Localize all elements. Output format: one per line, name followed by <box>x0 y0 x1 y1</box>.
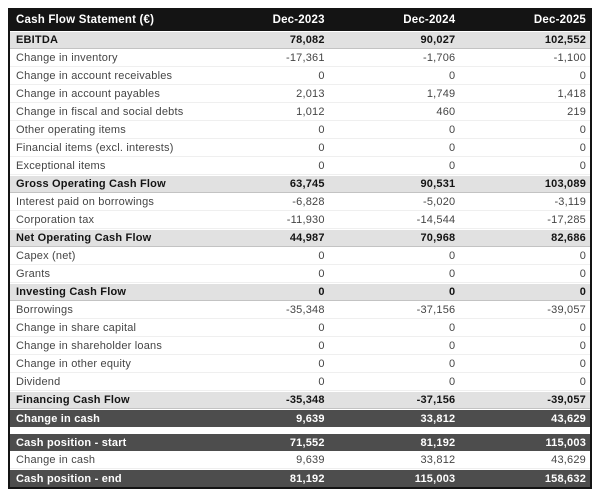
row-value: 0 <box>318 339 325 352</box>
row-label: Change in other equity <box>16 357 132 370</box>
table-row <box>10 391 590 409</box>
row-value: -35,348 <box>285 303 325 316</box>
column-header-dec-2024: Dec-2024 <box>403 13 456 26</box>
row-value: 460 <box>436 105 456 118</box>
row-label: Change in account receivables <box>16 69 173 82</box>
table-row <box>10 319 590 337</box>
row-value: -37,156 <box>416 394 456 406</box>
row-value: 0 <box>449 357 456 370</box>
row-value: 90,027 <box>420 34 456 46</box>
row-label: Investing Cash Flow <box>16 286 127 298</box>
table-row <box>10 229 590 247</box>
row-label: Grants <box>16 267 51 280</box>
table-body <box>10 31 590 487</box>
table-row <box>10 31 590 49</box>
row-label: Change in account payables <box>16 87 161 100</box>
row-value: 0 <box>318 159 325 172</box>
table-row <box>10 301 590 319</box>
row-value: 0 <box>579 249 587 262</box>
row-value: 0 <box>579 123 587 136</box>
row-value: 0 <box>318 267 325 280</box>
table-row <box>10 433 590 451</box>
row-value: 0 <box>318 321 325 334</box>
table-row <box>10 451 590 469</box>
table-row <box>10 49 590 67</box>
table-header-row <box>10 8 590 31</box>
row-value: -39,057 <box>547 303 587 316</box>
row-value: 78,082 <box>289 34 325 46</box>
row-value: 0 <box>449 123 456 136</box>
table-row <box>10 247 590 265</box>
row-value: 102,552 <box>544 34 587 46</box>
row-value: 0 <box>449 267 456 280</box>
table-row <box>10 337 590 355</box>
row-value: -6,828 <box>292 195 325 208</box>
row-value: 43,629 <box>551 453 587 466</box>
row-value: -37,156 <box>416 303 456 316</box>
cash-flow-statement-table <box>8 8 592 489</box>
row-value: 0 <box>579 267 587 280</box>
row-value: -35,348 <box>285 394 325 406</box>
row-value: 9,639 <box>296 412 325 425</box>
row-value: 0 <box>579 321 587 334</box>
row-value: 1,012 <box>296 105 325 118</box>
row-label: Change in fiscal and social debts <box>16 105 184 118</box>
table-title: Cash Flow Statement (€) <box>16 13 155 26</box>
row-label: Change in cash <box>16 453 96 466</box>
row-value: 81,192 <box>420 436 456 449</box>
row-value: 0 <box>449 375 456 388</box>
row-value: 0 <box>318 141 325 154</box>
row-value: -17,285 <box>547 213 587 226</box>
row-value: 90,531 <box>420 178 456 190</box>
row-value: 219 <box>567 105 587 118</box>
row-value: 0 <box>318 123 325 136</box>
row-label: Net Operating Cash Flow <box>16 232 152 244</box>
row-label: Exceptional items <box>16 159 106 172</box>
row-value: 103,089 <box>544 178 587 190</box>
row-value: 43,629 <box>551 412 587 425</box>
row-value: 0 <box>579 286 587 298</box>
row-value: 0 <box>579 375 587 388</box>
row-value: -5,020 <box>422 195 456 208</box>
row-label: Cash position - end <box>16 472 122 485</box>
row-label: Cash position - start <box>16 436 127 449</box>
row-label: Capex (net) <box>16 249 76 262</box>
table-row <box>10 175 590 193</box>
row-value: 9,639 <box>296 453 325 466</box>
row-value: 0 <box>449 69 456 82</box>
row-value: 1,418 <box>557 87 587 100</box>
row-value: 70,968 <box>420 232 456 244</box>
table-row <box>10 193 590 211</box>
table-row <box>10 211 590 229</box>
table-row <box>10 139 590 157</box>
table-row <box>10 67 590 85</box>
row-value: 44,987 <box>289 232 325 244</box>
table-row <box>10 157 590 175</box>
row-label: EBITDA <box>16 34 59 46</box>
row-value: 2,013 <box>296 87 325 100</box>
row-value: 115,003 <box>414 472 456 485</box>
row-value: -1,706 <box>422 51 456 64</box>
table-row <box>10 103 590 121</box>
row-value: 0 <box>449 159 456 172</box>
row-value: 0 <box>318 69 325 82</box>
row-label: Interest paid on borrowings <box>16 195 155 208</box>
row-value: 0 <box>318 375 325 388</box>
row-value: 0 <box>579 357 587 370</box>
row-value: 81,192 <box>289 472 325 485</box>
row-value: 0 <box>579 69 587 82</box>
table-row <box>10 373 590 391</box>
row-label: Change in share capital <box>16 321 137 334</box>
row-value: 0 <box>579 339 587 352</box>
row-value: -39,057 <box>547 394 587 406</box>
row-value: 0 <box>449 249 456 262</box>
row-label: Dividend <box>16 375 61 388</box>
table-row <box>10 409 590 427</box>
row-value: 0 <box>579 141 587 154</box>
table-row <box>10 283 590 301</box>
row-value: 0 <box>449 141 456 154</box>
row-value: 71,552 <box>289 436 325 449</box>
row-label: Financial items (excl. interests) <box>16 141 174 154</box>
row-value: 82,686 <box>551 232 587 244</box>
row-value: -14,544 <box>416 213 456 226</box>
column-header-dec-2025: Dec-2025 <box>533 13 587 26</box>
table-row <box>10 469 590 487</box>
row-value: 33,812 <box>420 453 456 466</box>
row-value: -3,119 <box>554 195 587 208</box>
row-value: 0 <box>579 159 587 172</box>
row-value: 158,632 <box>544 472 587 485</box>
row-label: Other operating items <box>16 123 126 136</box>
row-value: 0 <box>318 286 325 298</box>
row-label: Change in cash <box>16 412 101 425</box>
row-value: 0 <box>318 249 325 262</box>
row-label: Financing Cash Flow <box>16 394 130 406</box>
row-label: Change in shareholder loans <box>16 339 163 352</box>
row-value: -17,361 <box>285 51 325 64</box>
table-row <box>10 265 590 283</box>
row-label: Corporation tax <box>16 213 95 226</box>
column-header-dec-2023: Dec-2023 <box>272 13 325 26</box>
row-label: Gross Operating Cash Flow <box>16 178 166 190</box>
row-value: 33,812 <box>420 412 456 425</box>
row-value: 0 <box>449 339 456 352</box>
row-value: 115,003 <box>545 436 587 449</box>
row-value: 0 <box>449 286 456 298</box>
table-row <box>10 121 590 139</box>
row-label: Change in inventory <box>16 51 118 64</box>
row-value: 1,749 <box>426 87 456 100</box>
row-value: -11,930 <box>286 213 325 226</box>
row-value: 63,745 <box>289 178 325 190</box>
row-label: Borrowings <box>16 303 74 316</box>
table-row <box>10 85 590 103</box>
row-value: -1,100 <box>553 51 587 64</box>
table-row <box>10 355 590 373</box>
row-value: 0 <box>318 357 325 370</box>
row-value: 0 <box>449 321 456 334</box>
